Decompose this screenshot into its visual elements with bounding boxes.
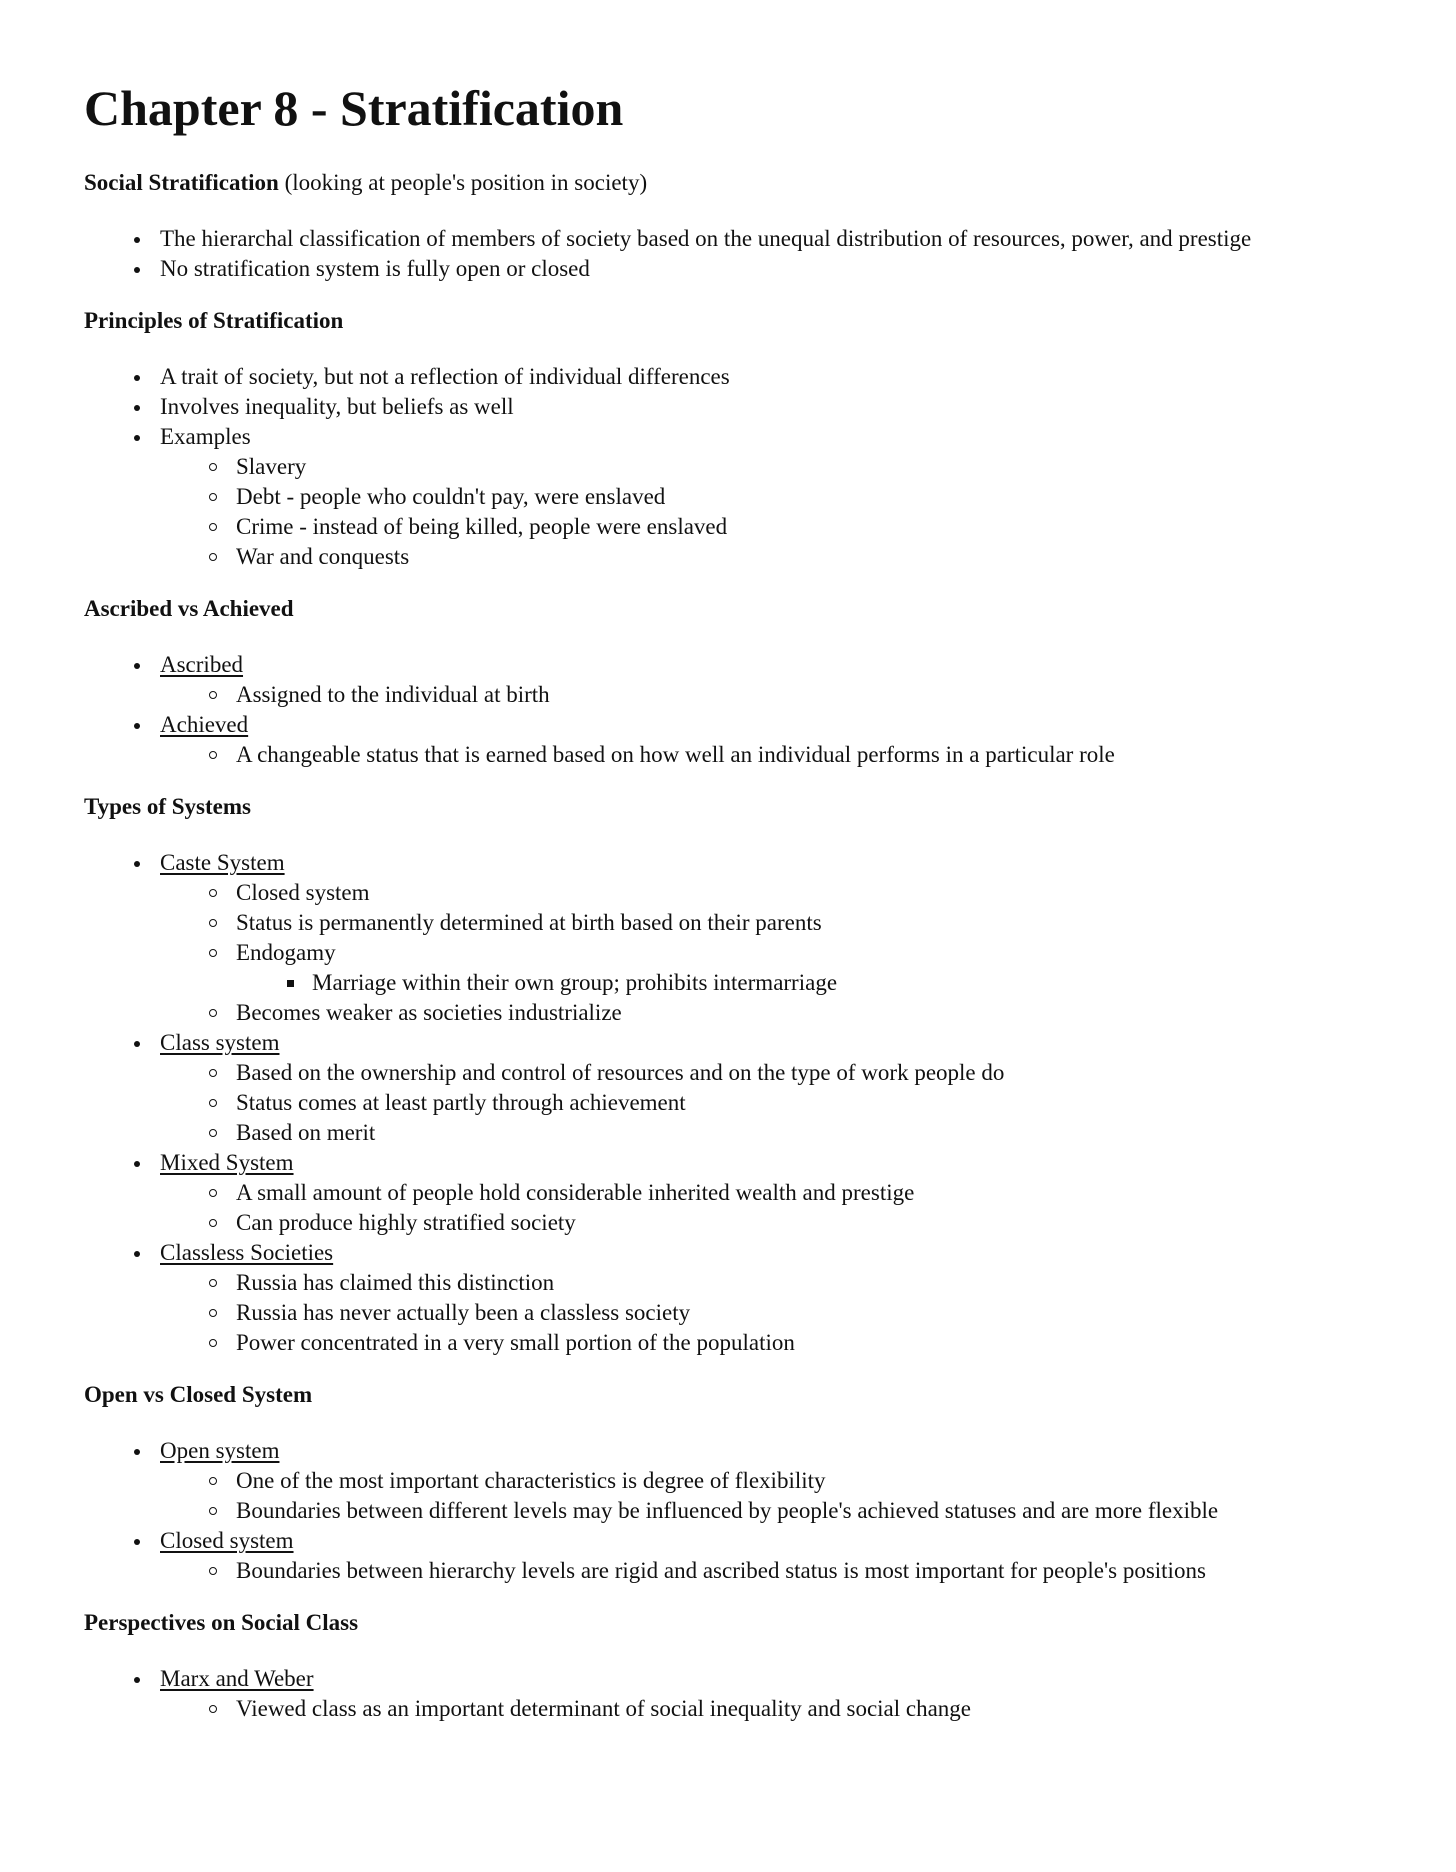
bullet-list <box>84 650 1384 770</box>
list-item <box>84 1238 1384 1358</box>
bullet-list <box>84 362 1384 572</box>
list-item: The hierarchal classification of members of society based on the unequal distribution of resources, power, and prestige <box>84 224 1384 254</box>
sub-list-item: Russia has claimed this distinction <box>160 1268 1384 1298</box>
sub-list-item: Boundaries between different levels may be influenced by people's achieved statuses and are more flexible <box>160 1496 1384 1526</box>
bullet-list <box>84 1436 1384 1586</box>
section-heading-text: Principles of Stratification <box>84 308 344 333</box>
sub-list-item: War and conquests <box>160 542 1384 572</box>
list-item-label: Ascribed <box>160 652 244 677</box>
sub-list-item: Assigned to the individual at birth <box>160 680 1384 710</box>
sub-list-item: Status is permanently determined at birth based on their parents <box>160 908 1384 938</box>
list-item-label: Closed system <box>160 1528 294 1553</box>
list-item-label: Caste System <box>160 850 285 875</box>
section-heading-ascribed-achieved <box>84 594 1384 624</box>
list-item <box>84 710 1384 770</box>
sub-list-item: Boundaries between hierarchy levels are rigid and ascribed status is most important for people's positions <box>160 1556 1384 1586</box>
section-heading-text: Open vs Closed System <box>84 1382 313 1407</box>
sub-list-item: A small amount of people hold considerable inherited wealth and prestige <box>160 1178 1384 1208</box>
sub-list-item: Viewed class as an important determinant of social inequality and social change <box>160 1694 1384 1724</box>
section-heading-text: Types of Systems <box>84 794 251 819</box>
document-page <box>84 78 1384 1746</box>
sub-list-item: Debt - people who couldn't pay, were enslaved <box>160 482 1384 512</box>
list-item: Involves inequality, but beliefs as well <box>84 392 1384 422</box>
sub-list <box>84 1058 1384 1148</box>
section-heading-text: Social Stratification <box>84 170 279 195</box>
list-item <box>84 848 1384 1028</box>
sub-list <box>84 452 1384 572</box>
section-heading-suffix: (looking at people's position in society) <box>278 170 648 195</box>
sub-list <box>84 1178 1384 1238</box>
list-item: No stratification system is fully open or closed <box>84 254 1384 284</box>
list-item <box>84 1436 1384 1526</box>
sub-list-item: Crime - instead of being killed, people were enslaved <box>160 512 1384 542</box>
list-item-label: Class system <box>160 1030 280 1055</box>
list-item-label: Open system <box>160 1438 280 1463</box>
section-heading-social-stratification <box>84 168 1384 198</box>
bullet-list <box>84 848 1384 1358</box>
sub-list <box>84 680 1384 710</box>
sub-list-item: A changeable status that is earned based on how well an individual performs in a particular role <box>160 740 1384 770</box>
section-heading-types-of-systems <box>84 792 1384 822</box>
sub-list-item: Status comes at least partly through achievement <box>160 1088 1384 1118</box>
sub-list <box>84 1694 1384 1724</box>
sub-list-item: Closed system <box>160 878 1384 908</box>
sub-sub-list-item: Marriage within their own group; prohibits intermarriage <box>236 968 1384 998</box>
sub-list-item: Based on the ownership and control of resources and on the type of work people do <box>160 1058 1384 1088</box>
list-item: A trait of society, but not a reflection of individual differences <box>84 362 1384 392</box>
sub-list-item: Slavery <box>160 452 1384 482</box>
list-item <box>84 1148 1384 1238</box>
section-heading-text: Ascribed vs Achieved <box>84 596 294 621</box>
list-item-text: Examples <box>160 424 251 449</box>
bullet-list <box>84 224 1384 284</box>
list-item <box>84 422 1384 572</box>
sub-list-item: One of the most important characteristics is degree of flexibility <box>160 1466 1384 1496</box>
sub-list-item: Power concentrated in a very small portion of the population <box>160 1328 1384 1358</box>
list-item <box>84 1028 1384 1148</box>
list-item <box>84 1526 1384 1586</box>
section-heading-open-closed <box>84 1380 1384 1410</box>
sub-list-item <box>160 938 1384 998</box>
sub-list-item: Based on merit <box>160 1118 1384 1148</box>
list-item <box>84 1664 1384 1724</box>
sub-list <box>84 1268 1384 1358</box>
sub-list <box>84 1466 1384 1526</box>
page-title: Chapter 8 - Stratification <box>84 80 624 136</box>
sub-list <box>84 740 1384 770</box>
list-item-label: Marx and Weber <box>160 1666 314 1691</box>
sub-sub-list <box>160 968 1384 998</box>
list-item-label: Mixed System <box>160 1150 294 1175</box>
bullet-list <box>84 1664 1384 1724</box>
list-item <box>84 650 1384 710</box>
sub-list-item-text: Endogamy <box>236 940 336 965</box>
sub-list <box>84 1556 1384 1586</box>
sub-list <box>84 878 1384 1028</box>
list-item-label: Classless Societies <box>160 1240 334 1265</box>
section-heading-principles <box>84 306 1384 336</box>
section-heading-perspectives <box>84 1608 1384 1638</box>
sub-list-item: Can produce highly stratified society <box>160 1208 1384 1238</box>
sub-list-item: Russia has never actually been a classless society <box>160 1298 1384 1328</box>
list-item-label: Achieved <box>160 712 249 737</box>
sub-list-item: Becomes weaker as societies industrialize <box>160 998 1384 1028</box>
section-heading-text: Perspectives on Social Class <box>84 1610 359 1635</box>
